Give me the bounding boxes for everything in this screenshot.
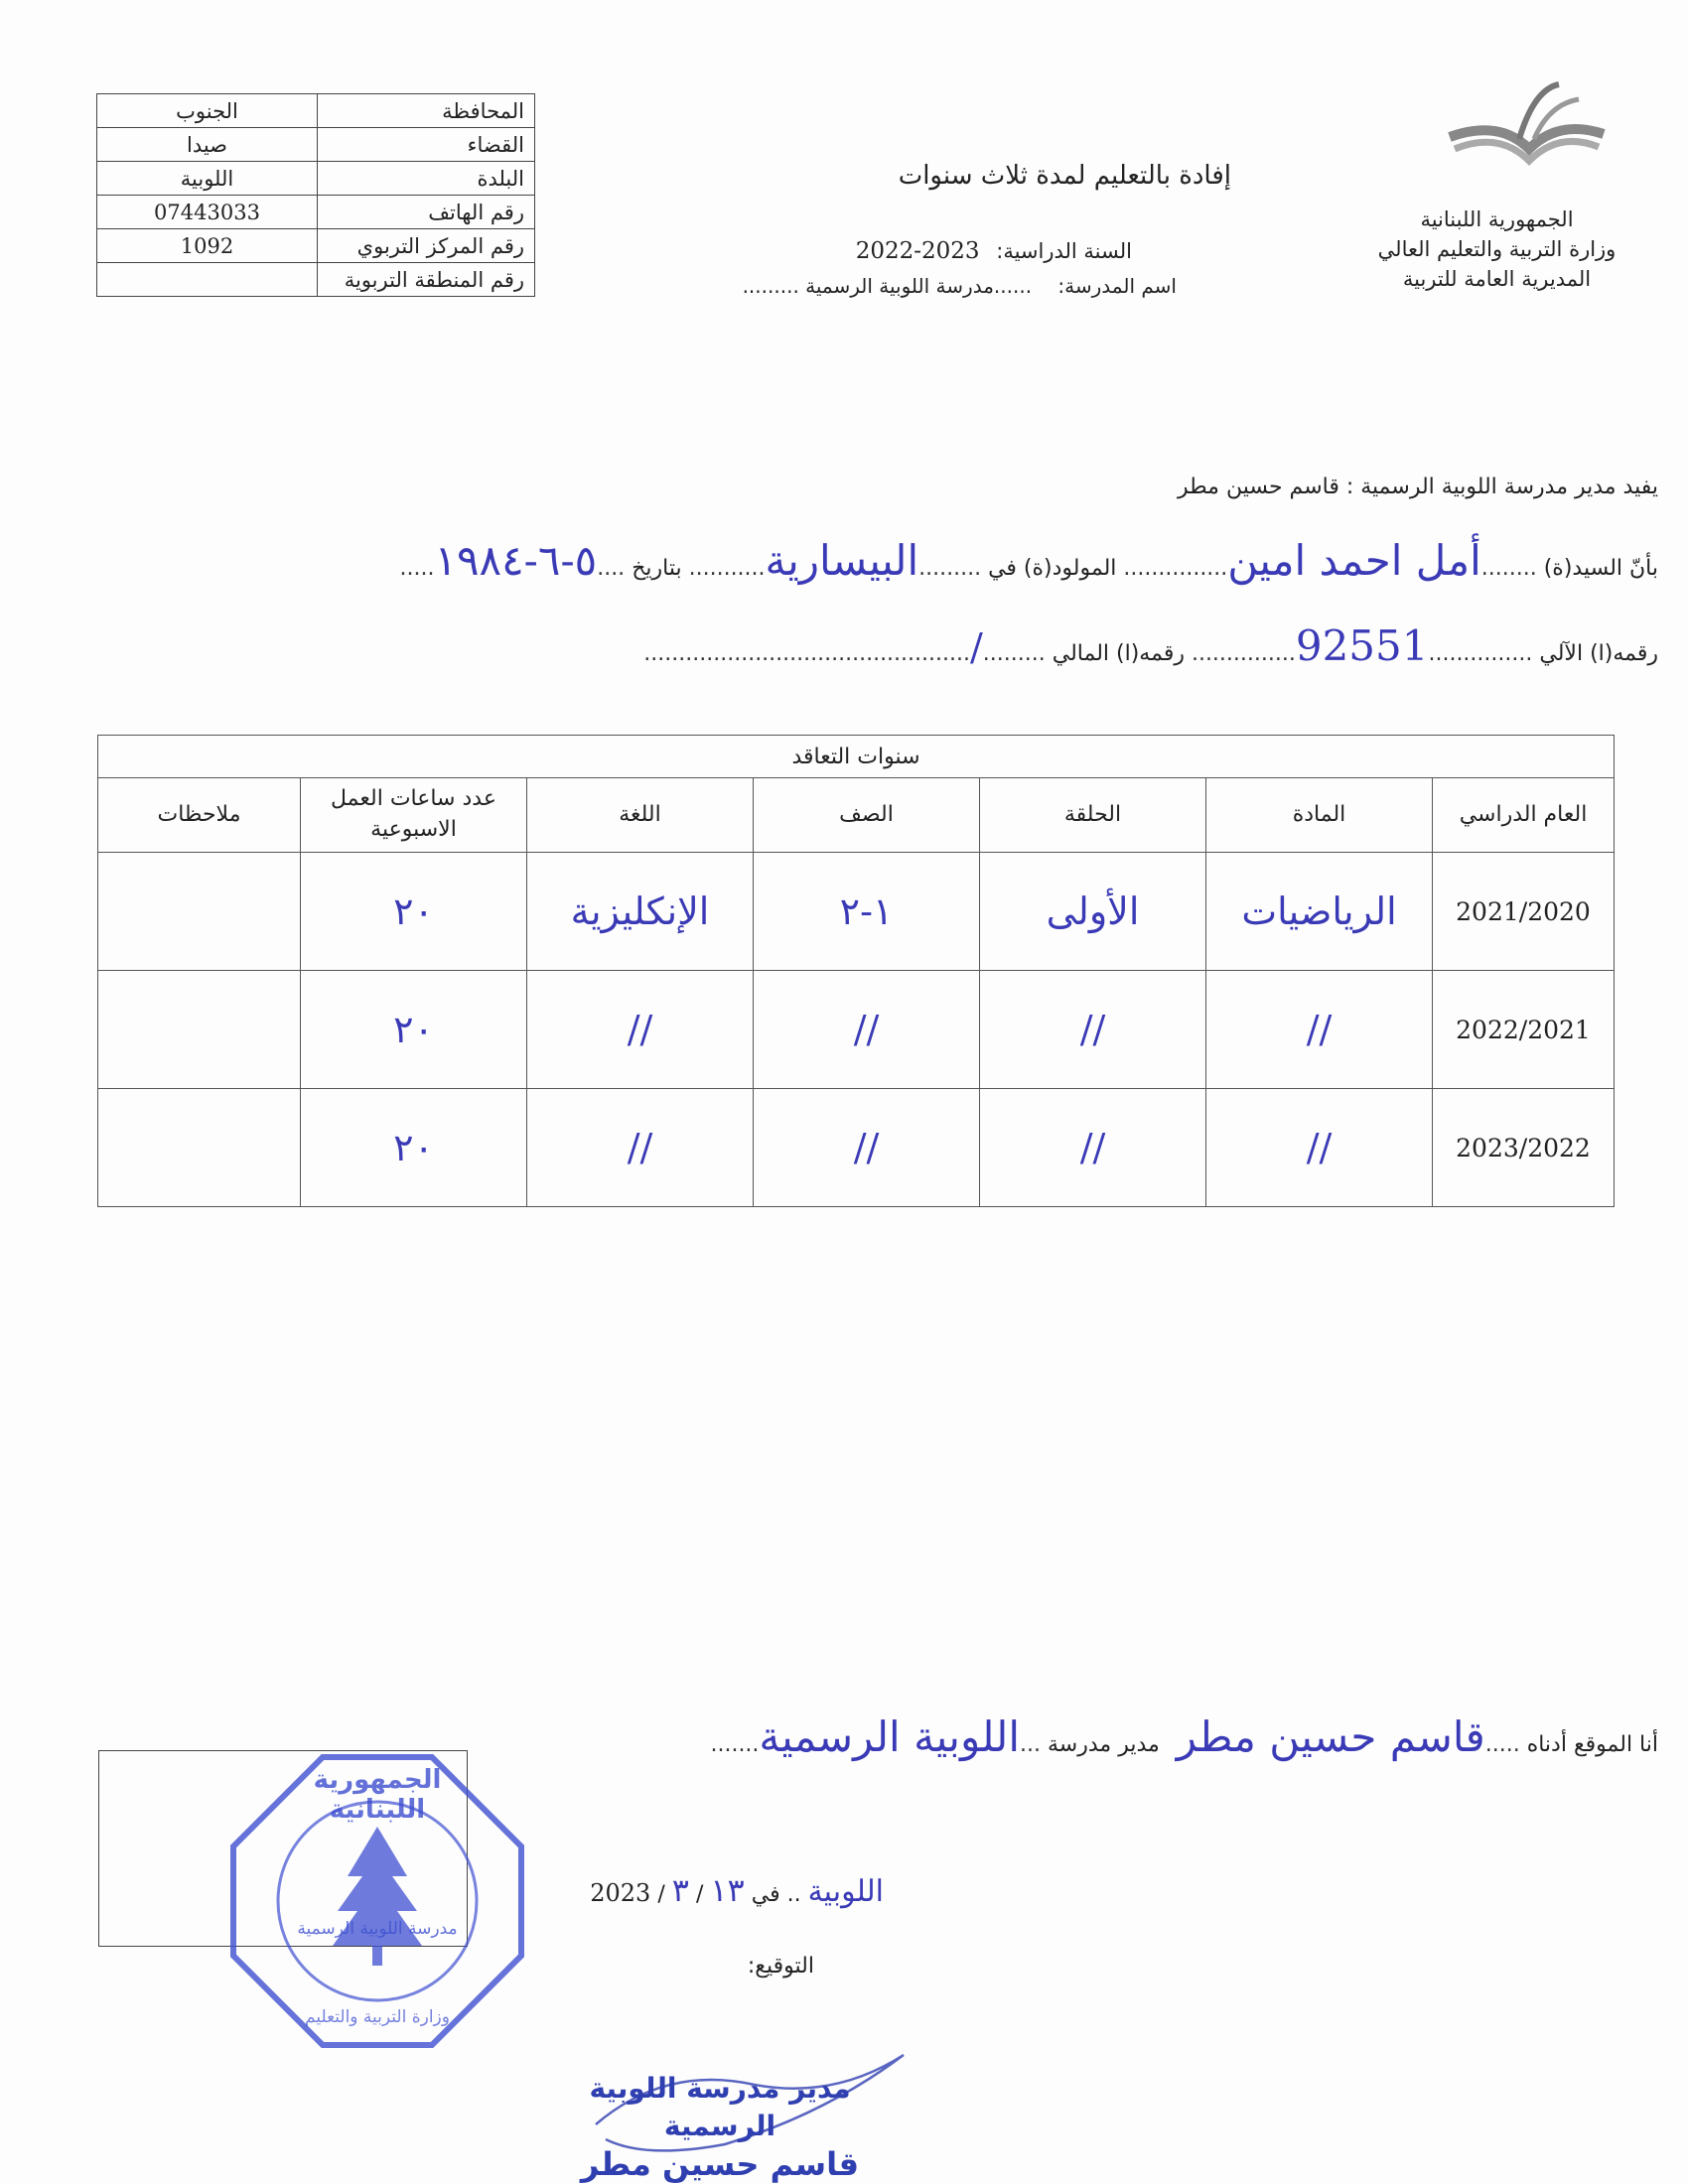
seal-middle-text: مدرسة اللوبية الرسمية	[297, 1919, 458, 1939]
header-class: الصف	[754, 778, 980, 853]
date-value: ٥-٦-١٩٨٤	[434, 536, 598, 585]
republic-name: الجمهورية اللبنانية	[1420, 207, 1574, 231]
table-row: رقم المنطقة التربوية	[97, 263, 535, 297]
official-seal	[223, 1747, 531, 2055]
info-table	[96, 93, 535, 297]
table-row: المحافظة الجنوب	[97, 94, 535, 128]
school-value: اللوبية الرسمية	[759, 1712, 1021, 1761]
header-year: العام الدراسي	[1433, 778, 1615, 853]
header-hours: عدد ساعات العمل الاسبوعية	[301, 778, 527, 853]
seal-top-text: الجمهورية اللبنانية	[313, 1765, 442, 1825]
header-notes: ملاحظات	[98, 778, 301, 853]
table-row: القضاء صيدا	[97, 128, 535, 162]
person-value: أمل احمد امين	[1227, 536, 1481, 585]
signature-scribble	[586, 2045, 914, 2164]
table-caption: سنوات التعاقد	[98, 736, 1615, 778]
intro-text: يفيد مدير مدرسة اللوبية الرسمية : قاسم حسين مطر	[1177, 475, 1658, 499]
in-label: في	[751, 1882, 780, 1907]
date-day: ١٣	[710, 1871, 745, 1909]
place-value: اللوبية	[807, 1874, 884, 1909]
signature-label: التوقيع:	[747, 1954, 814, 1979]
signer-label: أنا الموقع أدناه	[1526, 1732, 1658, 1757]
financial-number-value: /	[969, 625, 983, 669]
document-title: إفادة بالتعليم لمدة ثلاث سنوات	[898, 161, 1231, 191]
auto-number-label: رقمه(ا) الآلي	[1539, 641, 1658, 666]
ministry-name: وزارة التربية والتعليم العالي	[1377, 237, 1617, 261]
signer-value: قاسم حسين مطر	[1176, 1712, 1485, 1761]
seal-bottom-text: وزارة التربية والتعليم	[305, 2007, 450, 2027]
ministry-logo	[1440, 79, 1609, 179]
school-year-label: السنة الدراسية:	[996, 239, 1132, 263]
person-line: بأنّ السيد(ة) ........أمل احمد امين............... المولود(ة) في .........البيسارية........... بتاريخ ....٥-٦-١٩٨٤.....	[399, 536, 1658, 585]
date-year: 2023	[590, 1879, 651, 1907]
table-row: رقم المركز التربوي 1092	[97, 229, 535, 263]
director-label: مدير مدرسة	[1048, 1732, 1160, 1757]
school-year-value: 2023-2022	[855, 238, 980, 264]
school-name-label: اسم المدرسة:	[1057, 274, 1177, 298]
header-subject: المادة	[1206, 778, 1433, 853]
date-label: بتاريخ	[632, 556, 682, 581]
numbers-line: رقمه(ا) الآلي ...............92551............... رقمه(ا) المالي ........./...............................................	[643, 621, 1658, 670]
table-row: 2023/2022 // // // // ٢٠	[98, 1089, 1615, 1207]
stamp-text: مدير مدرسة اللوبية الرسمية	[589, 2072, 851, 2142]
school-name-value: ......مدرسة اللوبية الرسمية .........	[742, 274, 1033, 298]
financial-number-label: رقمه(ا) المالي	[1052, 641, 1185, 666]
signer-line: أنا الموقع أدناه .....قاسم حسين مطر مدير مدرسة ...اللوبية الرسمية.......	[710, 1712, 1658, 1761]
table-row: البلدة اللوبية	[97, 162, 535, 196]
auto-number-value: 92551	[1295, 621, 1429, 670]
table-row: 2021/2020 الرياضيات الأولى ١-٢ الإنكليزية ٢٠	[98, 853, 1615, 971]
person-label: بأنّ السيد(ة)	[1543, 556, 1658, 581]
place-date-line: اللوبية .. في ١٣ / ٣ / 2023	[590, 1871, 884, 1909]
header-language: اللغة	[527, 778, 754, 853]
table-row: 2022/2021 // // // // ٢٠	[98, 971, 1615, 1089]
directorate-name: المديرية العامة للتربية	[1402, 267, 1592, 291]
table-row: رقم الهاتف 07443033	[97, 196, 535, 229]
date-month: ٣	[671, 1871, 689, 1909]
contract-table	[97, 735, 1615, 1207]
born-value: البيسارية	[765, 536, 919, 585]
header-cycle: الحلقة	[980, 778, 1206, 853]
stamp-name: قاسم حسين مطر	[580, 2145, 860, 2183]
born-label: المولود(ة) في	[988, 556, 1117, 581]
